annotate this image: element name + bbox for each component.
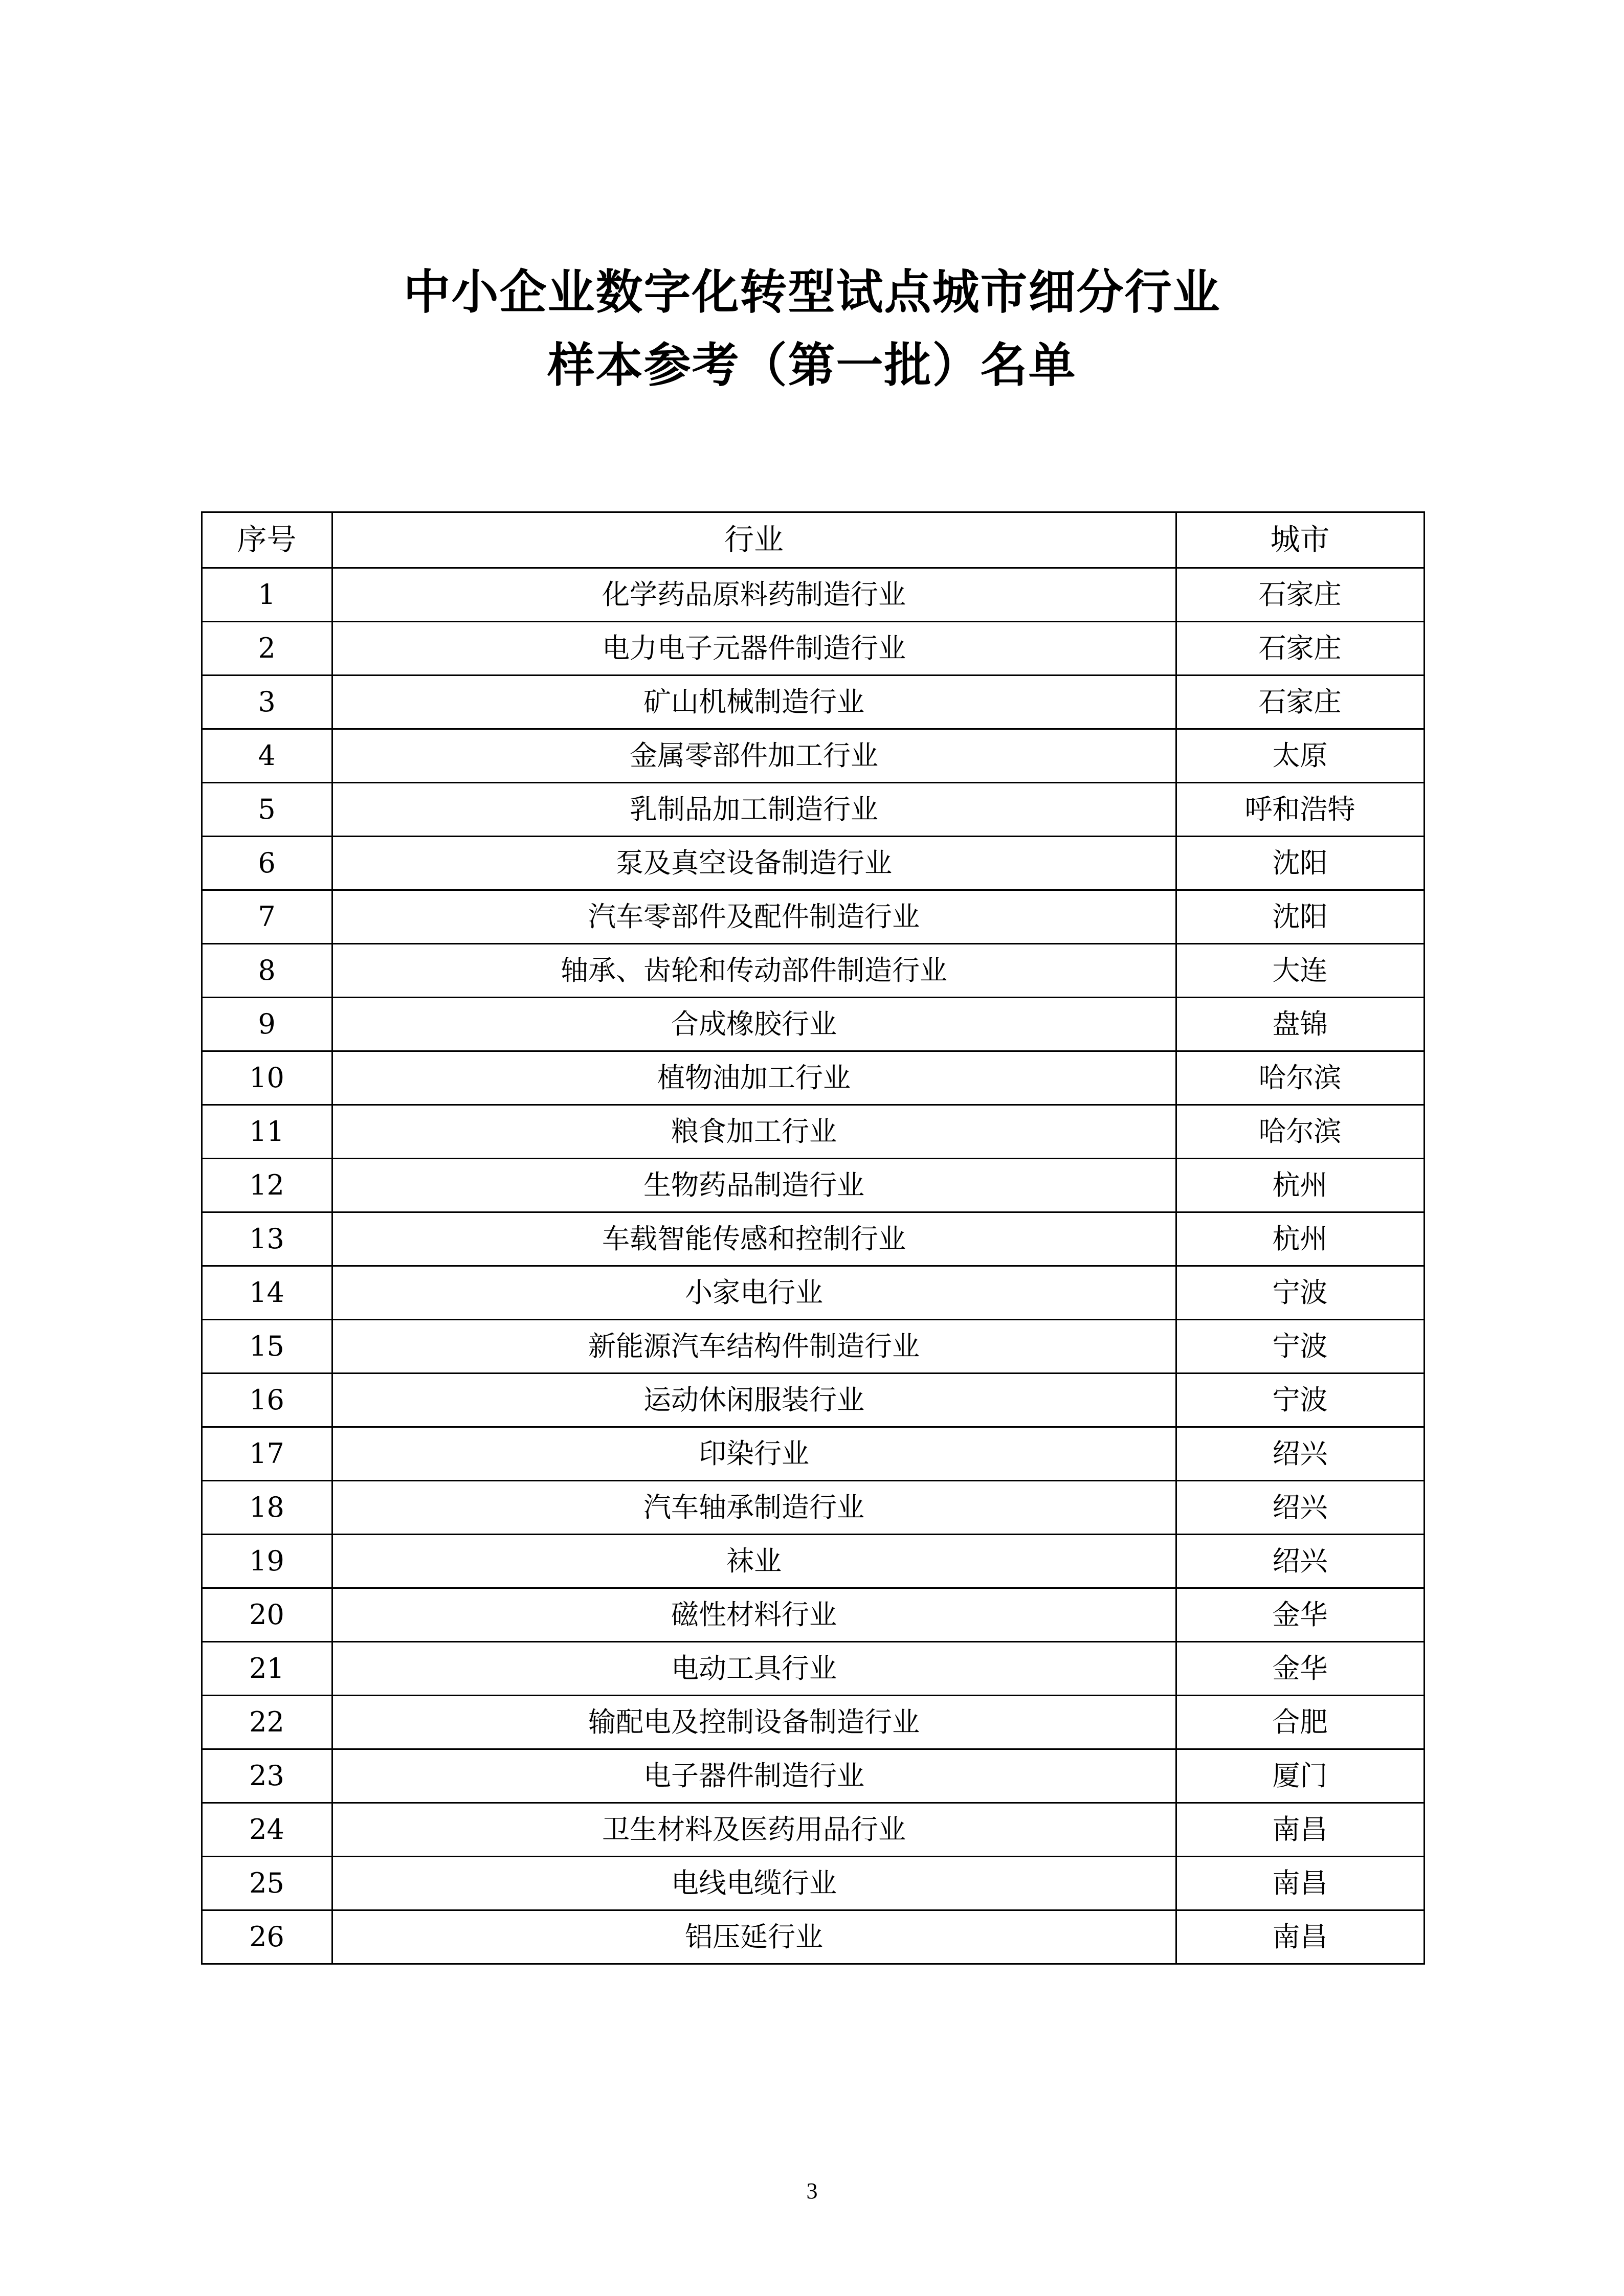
cell-industry: 输配电及控制设备制造行业 (332, 1696, 1176, 1749)
title-line-2: 样本参考（第一批）名单 (547, 337, 1077, 393)
cell-industry: 新能源汽车结构件制造行业 (332, 1320, 1176, 1374)
cell-industry: 电力电子元器件制造行业 (332, 622, 1176, 676)
table-row (202, 1803, 1424, 1857)
cell-index: 21 (202, 1642, 332, 1696)
table-row (202, 1910, 1424, 1964)
cell-industry: 乳制品加工制造行业 (332, 783, 1176, 837)
cell-index: 23 (202, 1749, 332, 1803)
table-row (202, 622, 1424, 676)
cell-index: 14 (202, 1266, 332, 1320)
cell-city: 绍兴 (1176, 1481, 1424, 1535)
table-row (202, 1588, 1424, 1642)
table-row (202, 890, 1424, 944)
table-row (202, 568, 1424, 622)
cell-industry: 生物药品制造行业 (332, 1159, 1176, 1212)
cell-index: 18 (202, 1481, 332, 1535)
table-row (202, 1212, 1424, 1266)
cell-index: 26 (202, 1910, 332, 1964)
cell-industry: 铝压延行业 (332, 1910, 1176, 1964)
cell-city: 绍兴 (1176, 1427, 1424, 1481)
cell-city: 南昌 (1176, 1910, 1424, 1964)
cell-industry: 泵及真空设备制造行业 (332, 837, 1176, 890)
cell-index: 2 (202, 622, 332, 676)
cell-index: 22 (202, 1696, 332, 1749)
cell-industry: 电动工具行业 (332, 1642, 1176, 1696)
column-header-index: 序号 (202, 512, 332, 568)
cell-industry: 卫生材料及医药用品行业 (332, 1803, 1176, 1857)
table-body (202, 568, 1424, 1964)
table-row (202, 1159, 1424, 1212)
table-row (202, 1427, 1424, 1481)
table-row (202, 1749, 1424, 1803)
cell-index: 10 (202, 1051, 332, 1105)
cell-industry: 电线电缆行业 (332, 1857, 1176, 1910)
cell-city: 厦门 (1176, 1749, 1424, 1803)
table-row (202, 1642, 1424, 1696)
cell-index: 8 (202, 944, 332, 998)
cell-industry: 轴承、齿轮和传动部件制造行业 (332, 944, 1176, 998)
table-row (202, 1696, 1424, 1749)
cell-index: 25 (202, 1857, 332, 1910)
cell-city: 杭州 (1176, 1212, 1424, 1266)
cell-city: 南昌 (1176, 1803, 1424, 1857)
title-line-1: 中小企业数字化转型试点城市细分行业 (403, 264, 1221, 320)
cell-industry: 矿山机械制造行业 (332, 676, 1176, 729)
cell-industry: 电子器件制造行业 (332, 1749, 1176, 1803)
table-row (202, 1051, 1424, 1105)
cell-index: 16 (202, 1374, 332, 1427)
cell-city: 绍兴 (1176, 1535, 1424, 1588)
column-header-city: 城市 (1176, 512, 1424, 568)
cell-city: 石家庄 (1176, 622, 1424, 676)
cell-industry: 小家电行业 (332, 1266, 1176, 1320)
page-number: 3 (806, 2178, 818, 2203)
cell-city: 宁波 (1176, 1266, 1424, 1320)
cell-city: 石家庄 (1176, 568, 1424, 622)
cell-industry: 袜业 (332, 1535, 1176, 1588)
cell-index: 9 (202, 998, 332, 1051)
table-row (202, 1535, 1424, 1588)
cell-index: 13 (202, 1212, 332, 1266)
cell-industry: 磁性材料行业 (332, 1588, 1176, 1642)
cell-industry: 金属零部件加工行业 (332, 729, 1176, 783)
cell-index: 6 (202, 837, 332, 890)
table-row (202, 1374, 1424, 1427)
page-title (0, 0, 1624, 401)
cell-index: 15 (202, 1320, 332, 1374)
cell-city: 杭州 (1176, 1159, 1424, 1212)
table-row (202, 837, 1424, 890)
table-row (202, 676, 1424, 729)
cell-city: 呼和浩特 (1176, 783, 1424, 837)
cell-index: 11 (202, 1105, 332, 1159)
cell-index: 4 (202, 729, 332, 783)
cell-index: 5 (202, 783, 332, 837)
table-row (202, 1266, 1424, 1320)
cell-city: 金华 (1176, 1642, 1424, 1696)
table-row (202, 1105, 1424, 1159)
cell-index: 3 (202, 676, 332, 729)
cell-industry: 印染行业 (332, 1427, 1176, 1481)
cell-index: 1 (202, 568, 332, 622)
cell-industry: 运动休闲服装行业 (332, 1374, 1176, 1427)
cell-city: 太原 (1176, 729, 1424, 783)
cell-industry: 汽车轴承制造行业 (332, 1481, 1176, 1535)
table-row (202, 1481, 1424, 1535)
cell-index: 17 (202, 1427, 332, 1481)
cell-industry: 粮食加工行业 (332, 1105, 1176, 1159)
cell-city: 宁波 (1176, 1374, 1424, 1427)
cell-industry: 汽车零部件及配件制造行业 (332, 890, 1176, 944)
cell-industry: 合成橡胶行业 (332, 998, 1176, 1051)
table-row (202, 944, 1424, 998)
cell-index: 24 (202, 1803, 332, 1857)
cell-industry: 车载智能传感和控制行业 (332, 1212, 1176, 1266)
cell-index: 12 (202, 1159, 332, 1212)
cell-industry: 化学药品原料药制造行业 (332, 568, 1176, 622)
industry-table (201, 511, 1425, 1965)
cell-city: 哈尔滨 (1176, 1105, 1424, 1159)
table-row (202, 783, 1424, 837)
cell-city: 南昌 (1176, 1857, 1424, 1910)
cell-city: 哈尔滨 (1176, 1051, 1424, 1105)
cell-industry: 植物油加工行业 (332, 1051, 1176, 1105)
cell-city: 沈阳 (1176, 837, 1424, 890)
cell-index: 7 (202, 890, 332, 944)
cell-index: 19 (202, 1535, 332, 1588)
industry-table-container (201, 511, 1423, 1965)
cell-city: 石家庄 (1176, 676, 1424, 729)
cell-city: 合肥 (1176, 1696, 1424, 1749)
cell-city: 沈阳 (1176, 890, 1424, 944)
cell-city: 宁波 (1176, 1320, 1424, 1374)
table-row (202, 1857, 1424, 1910)
cell-index: 20 (202, 1588, 332, 1642)
table-row (202, 729, 1424, 783)
table-row (202, 998, 1424, 1051)
table-row (202, 1320, 1424, 1374)
column-header-industry: 行业 (332, 512, 1176, 568)
cell-city: 大连 (1176, 944, 1424, 998)
table-header-row (202, 512, 1424, 568)
cell-city: 盘锦 (1176, 998, 1424, 1051)
cell-city: 金华 (1176, 1588, 1424, 1642)
